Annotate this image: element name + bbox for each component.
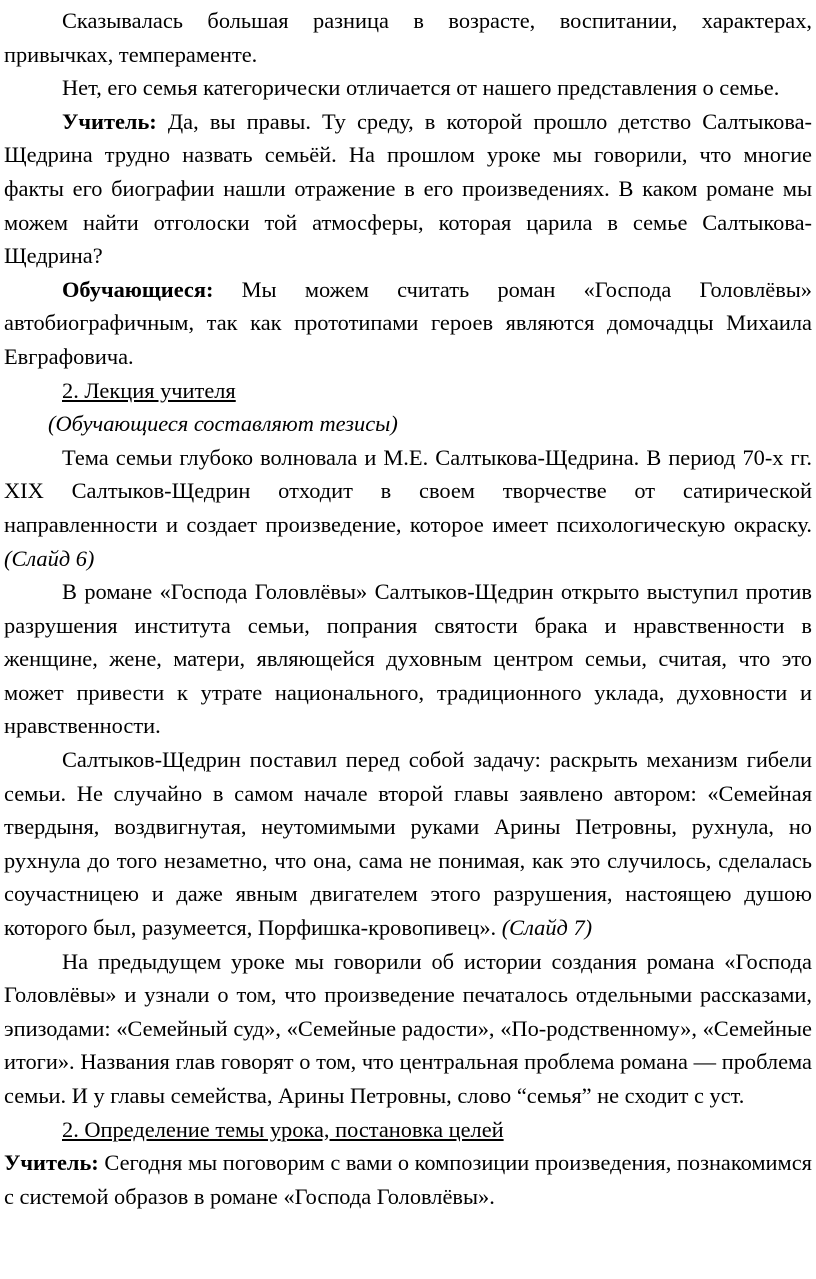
paragraph-text: Тема семьи глубоко волновала и М.Е. Салтыкова-Щедрина. В период 70-х гг. XIX Салтыков-Щедрин отходит в своем творчестве от сатирической направленности и создает произведение, которое имеет психологическую окраску. (4, 444, 812, 537)
paragraph-text: Да, вы правы. Ту среду, в которой прошло детство Салтыкова-Щедрина трудно назвать семьёй. На прошлом уроке мы говорили, что многие факты его биографии нашли отражение в его произведениях. В каком романе мы можем найти отголоски той атмосферы, которая царила в семье Салтыкова-Щедрина? (4, 108, 812, 269)
paragraph-history-of-novel (4, 945, 812, 1113)
paragraph-text: Сказывалась большая разница в возрасте, воспитании, характерах, привычках, темпераменте. (4, 8, 812, 67)
speaker-label: Учитель: (4, 1150, 99, 1176)
note-text: (Обучающиеся составляют тезисы) (48, 411, 398, 437)
paragraph-mechanism-of-ruin (4, 743, 812, 945)
paragraph-family-different (4, 71, 812, 105)
paragraph-family-theme (4, 441, 812, 575)
speaker-label: Учитель: (62, 108, 157, 134)
section-heading-topic (4, 1113, 812, 1147)
paragraph-text: Салтыков-Щедрин поставил перед собой задачу: раскрыть механизм гибели семьи. Не случайно в самом начале второй главы заявлено автором: «Семейная твердыня, воздвигнутая, неутомимыми руками Арины Петровны, рухнула, но рухнула до того незаметно, что она, сама не понимая, как это случилось, сделалась соучастницею и даже явным двигателем этого разрушения, настоящею душою которого был, разумеется, Порфишка-кровопивец». (4, 747, 812, 941)
speaker-label: Обучающиеся: (62, 276, 214, 302)
slide-reference: (Слайд 6) (4, 545, 95, 571)
note-theses (4, 407, 812, 441)
paragraph-students-answer (4, 273, 812, 374)
section-heading-text: 2. Лекция учителя (62, 377, 236, 403)
document-page (4, 4, 812, 1213)
paragraph-teacher-question (4, 105, 812, 273)
section-heading-text: 2. Определение темы урока, постановка целей (62, 1116, 504, 1142)
paragraph-text: На предыдущем уроке мы говорили об истории создания романа «Господа Головлёвы» и узнали о том, что произведение печаталось отдельными рассказами, эпизодами: «Семейный суд», «Семейные радости», «По-родственному», «Семейные итоги». Названия глав говорят о том, что центральная проблема романа — проблема семьи. И у главы семейства, Арины Петровны, слово “семья” не сходит с уст. (4, 948, 812, 1108)
paragraph-text: Сегодня мы поговорим с вами о композиции произведения, познакомимся с системой образов в романе «Господа Головлёвы». (4, 1150, 812, 1209)
paragraph-teacher-intro (4, 1146, 812, 1213)
paragraph-novel-against-destruction (4, 575, 812, 743)
paragraph-text: В романе «Господа Головлёвы» Салтыков-Щедрин открыто выступил против разрушения института семьи, попрания святости брака и нравственности в женщине, жене, матери, являющейся духовным центром семьи, считая, что это может привести к утрате национального, традиционного уклада, духовности и нравственности. (4, 579, 812, 739)
slide-reference: (Слайд 7) (501, 915, 593, 941)
paragraph-text: Нет, его семья категорически отличается от нашего представления о семье. (62, 75, 780, 101)
section-heading-lecture (4, 374, 812, 408)
paragraph-text: Мы можем считать роман «Господа Головлёвы» автобиографичным, так как прототипами героев являются домочадцы Михаила Евграфовича. (4, 276, 812, 369)
paragraph-difference (4, 4, 812, 71)
